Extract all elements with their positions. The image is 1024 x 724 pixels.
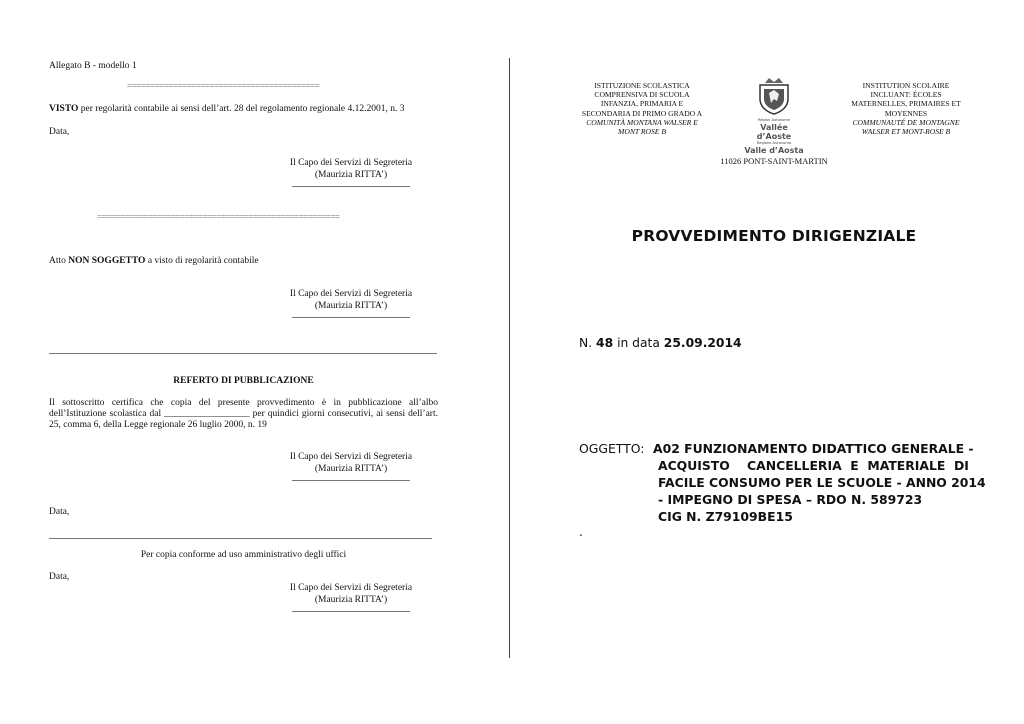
logo-text-it: Valle d’Aosta bbox=[744, 146, 804, 155]
logo-text-fr-small: Région Autonome bbox=[758, 118, 790, 122]
signature-block bbox=[281, 583, 421, 612]
number-value: 48 bbox=[596, 336, 614, 350]
inst-fr-line: INSTITUTION SCOLAIRE bbox=[862, 81, 950, 90]
signature-name: (Maurizia RITTA’) bbox=[314, 300, 388, 311]
institution-french bbox=[831, 81, 981, 136]
visto-text: per regolarità contabile ai sensi dell’art. 28 del regolamento regionale 4.12.2001, n. 3 bbox=[78, 104, 405, 114]
copia-conforme: Per copia conforme ad uso amministrativo degli uffici bbox=[140, 550, 347, 560]
number-date-label: in data bbox=[613, 336, 664, 350]
trailing-dot: . bbox=[579, 525, 583, 539]
inst-fr-italic: WALSER ET MONT-ROSE B bbox=[861, 127, 951, 137]
oggetto-prefix: OGGETTO: bbox=[579, 441, 645, 456]
separator-line: ========================================== bbox=[127, 81, 320, 91]
atto-suffix: a visto di regolarità contabile bbox=[145, 256, 259, 266]
oggetto-line: ACQUISTO CANCELLERIA E MATERIALE DI bbox=[658, 458, 969, 473]
address: 11026 PONT-SAINT-MARTIN bbox=[720, 156, 828, 166]
document-title: PROVVEDIMENTO DIRIGENZIALE bbox=[631, 227, 917, 245]
signature-block bbox=[281, 158, 421, 187]
signature-name: (Maurizia RITTA’) bbox=[314, 463, 388, 474]
logo-text-it-small: Regione Autonoma bbox=[756, 141, 792, 145]
document-number bbox=[579, 336, 742, 350]
inst-it-italic: COMUNITÀ MONTANA WALSER E bbox=[586, 117, 698, 127]
signature-line bbox=[292, 611, 410, 612]
signature-line bbox=[292, 317, 410, 318]
data-label: Data, bbox=[49, 572, 70, 582]
inst-it-line: ISTITUZIONE SCOLASTICA bbox=[594, 81, 690, 90]
signature-name: (Maurizia RITTA’) bbox=[314, 594, 388, 605]
horizontal-rule bbox=[49, 538, 432, 539]
signature-title: Il Capo dei Servizi di Segreteria bbox=[289, 452, 413, 462]
data-label: Data, bbox=[49, 507, 70, 517]
coat-of-arms-icon bbox=[757, 77, 791, 115]
number-date: 25.09.2014 bbox=[663, 336, 742, 350]
page-divider bbox=[509, 58, 510, 658]
inst-fr-line: INCLUANT: ÉCOLES bbox=[870, 90, 942, 100]
separator-line: ===================================================== bbox=[97, 212, 340, 222]
inst-fr-line: MOYENNES bbox=[884, 108, 928, 118]
atto-bold: NON SOGGETTO bbox=[68, 256, 146, 266]
signature-title: Il Capo dei Servizi di Segreteria bbox=[289, 583, 413, 593]
inst-it-line: INFANZIA, PRIMARIA E bbox=[600, 99, 684, 109]
inst-fr-italic: COMMUNAUTÉ DE MONTAGNE bbox=[852, 117, 960, 127]
region-logo bbox=[742, 77, 806, 155]
oggetto-line: A02 FUNZIONAMENTO DIDATTICO GENERALE - bbox=[653, 441, 974, 456]
oggetto-line: - IMPEGNO DI SPESA – RDO N. 589723 bbox=[658, 492, 923, 507]
signature-line bbox=[292, 186, 410, 187]
inst-fr-line: MATERNELLES, PRIMAIRES ET bbox=[851, 99, 961, 109]
signature-title: Il Capo dei Servizi di Segreteria bbox=[289, 158, 413, 168]
inst-it-line: SECONDARIA DI PRIMO GRADO A bbox=[581, 108, 703, 118]
signature-line bbox=[292, 480, 410, 481]
signature-name: (Maurizia RITTA’) bbox=[314, 169, 388, 180]
data-label: Data, bbox=[49, 127, 70, 137]
atto-prefix: Atto bbox=[49, 256, 69, 266]
inst-it-line: COMPRENSIVA DI SCUOLA bbox=[594, 90, 690, 100]
visto-line bbox=[49, 104, 404, 114]
allegato-header: Allegato B - modello 1 bbox=[49, 61, 137, 71]
number-prefix: N. bbox=[579, 336, 597, 350]
oggetto-label bbox=[579, 440, 644, 457]
signature-block bbox=[281, 289, 421, 318]
signature-block bbox=[281, 452, 421, 481]
oggetto-text bbox=[653, 440, 986, 525]
institution-italian bbox=[567, 81, 717, 136]
oggetto-line: FACILE CONSUMO PER LE SCUOLE - ANNO 2014 bbox=[658, 475, 986, 490]
visto-label: VISTO bbox=[49, 104, 79, 114]
inst-it-italic: MONT ROSE B bbox=[618, 127, 666, 137]
referto-text: Il sottoscritto certifica che copia del presente provvedimento è in pubblicazione all’albo dell’Istituzione scolastica dal __________________ per quindici giorni consecutivi, ai sensi dell’art. 25, comma 6, della Legge regionale 26 luglio 2000, n. 19 bbox=[49, 398, 438, 430]
referto-title: REFERTO DI PUBBLICAZIONE bbox=[173, 376, 314, 386]
logo-text-fr: Vallée d’Aoste bbox=[756, 123, 792, 141]
signature-title: Il Capo dei Servizi di Segreteria bbox=[289, 289, 413, 299]
atto-line bbox=[49, 256, 259, 266]
horizontal-rule bbox=[49, 353, 437, 354]
oggetto-line: CIG N. Z79109BE15 bbox=[658, 509, 793, 524]
